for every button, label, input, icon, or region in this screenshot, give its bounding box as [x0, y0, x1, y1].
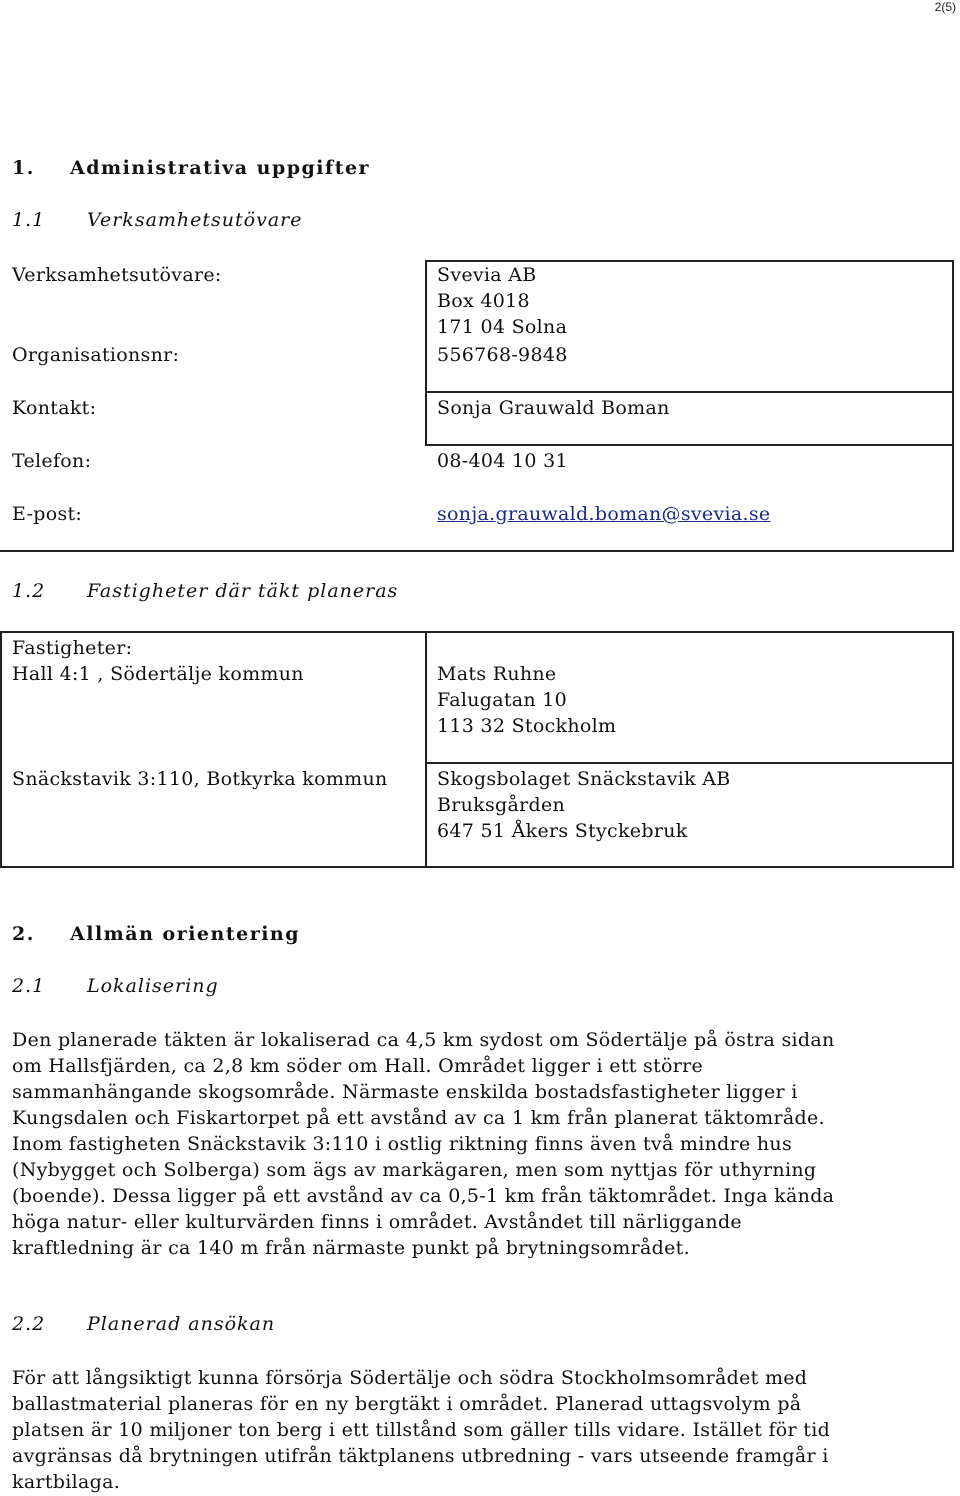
property-2-owner-city: 647 51 Åkers Styckebruk	[437, 820, 688, 842]
subsection-1-2-number: 1.2	[12, 580, 46, 602]
paragraph-line: avgränsas då brytningen utifrån täktplanens utbredning - vars utseende framgår i	[12, 1445, 829, 1467]
subsection-2-2-heading	[12, 1313, 275, 1335]
paragraph-line: kartbilaga.	[12, 1471, 121, 1493]
subsection-2-1-number: 2.1	[12, 975, 46, 997]
section-1-number: 1.	[12, 157, 35, 179]
paragraph-line: platsen är 10 miljoner ton berg i ett tillstånd som gäller tills vidare. Istället för tid	[12, 1419, 831, 1441]
contact-value: Sonja Grauwald Boman	[437, 397, 670, 419]
operator-box: Box 4018	[437, 290, 530, 312]
property-1-owner-street: Falugatan 10	[437, 689, 568, 711]
subsection-2-2-title: Planerad ansökan	[87, 1313, 276, 1335]
paragraph-line: (Nybygget och Solberga) som ägs av markägaren, men som nyttjas för uthyrning	[12, 1159, 817, 1181]
phone-label: Telefon:	[12, 450, 92, 472]
property-1-name: Hall 4:1 , Södertälje kommun	[12, 663, 304, 685]
section-2-heading	[12, 923, 300, 945]
paragraph-line: (boende). Dessa ligger på ett avstånd av ca 0,5-1 km från täktområdet. Inga kända	[12, 1185, 835, 1207]
property-1-owner-name: Mats Ruhne	[437, 663, 557, 685]
email-label: E-post:	[12, 503, 83, 525]
paragraph-line: För att långsiktigt kunna försörja Södertälje och södra Stockholmsområdet med	[12, 1367, 808, 1389]
section-1-heading	[12, 157, 370, 179]
contact-label: Kontakt:	[12, 397, 97, 419]
subsection-1-1-title: Verksamhetsutövare	[87, 209, 303, 231]
lokalisering-paragraph	[12, 1027, 942, 1261]
org-number-label: Organisationsnr:	[12, 344, 180, 366]
paragraph-line: om Hallsfjärden, ca 2,8 km söder om Hall. Området ligger i ett större	[12, 1055, 704, 1077]
subsection-1-1-heading	[12, 209, 302, 231]
phone-value: 08-404 10 31	[437, 450, 568, 472]
property-2-owner-street: Bruksgården	[437, 794, 566, 816]
section-1-title: Administrativa uppgifter	[70, 157, 371, 179]
planerad-ansokan-paragraph	[12, 1365, 942, 1495]
operator-label: Verksamhetsutövare:	[12, 264, 222, 286]
subsection-1-1-number: 1.1	[12, 209, 46, 231]
property-2-owner-name: Skogsbolaget Snäckstavik AB	[437, 768, 731, 790]
paragraph-line: höga natur- eller kulturvärden finns i området. Avståndet till närliggande	[12, 1211, 742, 1233]
subsection-1-2-heading	[12, 580, 398, 602]
property-1-owner-city: 113 32 Stockholm	[437, 715, 617, 737]
org-number-value: 556768-9848	[437, 344, 568, 366]
section-2-title: Allmän orientering	[70, 923, 301, 945]
operator-city: 171 04 Solna	[437, 316, 568, 338]
section-2-number: 2.	[12, 923, 35, 945]
operator-name: Svevia AB	[437, 264, 537, 286]
subsection-2-1-title: Lokalisering	[87, 975, 219, 997]
page-number: 2(5)	[934, 0, 956, 14]
subsection-2-1-heading	[12, 975, 219, 997]
subsection-1-2-title: Fastigheter där täkt planeras	[87, 580, 399, 602]
subsection-2-2-number: 2.2	[12, 1313, 46, 1335]
paragraph-line: ballastmaterial planeras för en ny bergtäkt i området. Planerad uttagsvolym på	[12, 1393, 802, 1415]
email-link[interactable]: sonja.grauwald.boman@svevia.se	[437, 503, 771, 525]
paragraph-line: kraftledning är ca 140 m från närmaste punkt på brytningsområdet.	[12, 1237, 690, 1259]
paragraph-line: sammanhängande skogsområde. Närmaste enskilda bostadsfastigheter ligger i	[12, 1081, 798, 1103]
paragraph-line: Inom fastigheten Snäckstavik 3:110 i ostlig riktning finns även två mindre hus	[12, 1133, 792, 1155]
paragraph-line: Kungsdalen och Fiskartorpet på ett avstånd av ca 1 km från planerat täktområde.	[12, 1107, 825, 1129]
properties-header: Fastigheter:	[12, 637, 133, 659]
paragraph-line: Den planerade täkten är lokaliserad ca 4,5 km sydost om Södertälje på östra sidan	[12, 1029, 835, 1051]
property-2-name: Snäckstavik 3:110, Botkyrka kommun	[12, 768, 388, 790]
